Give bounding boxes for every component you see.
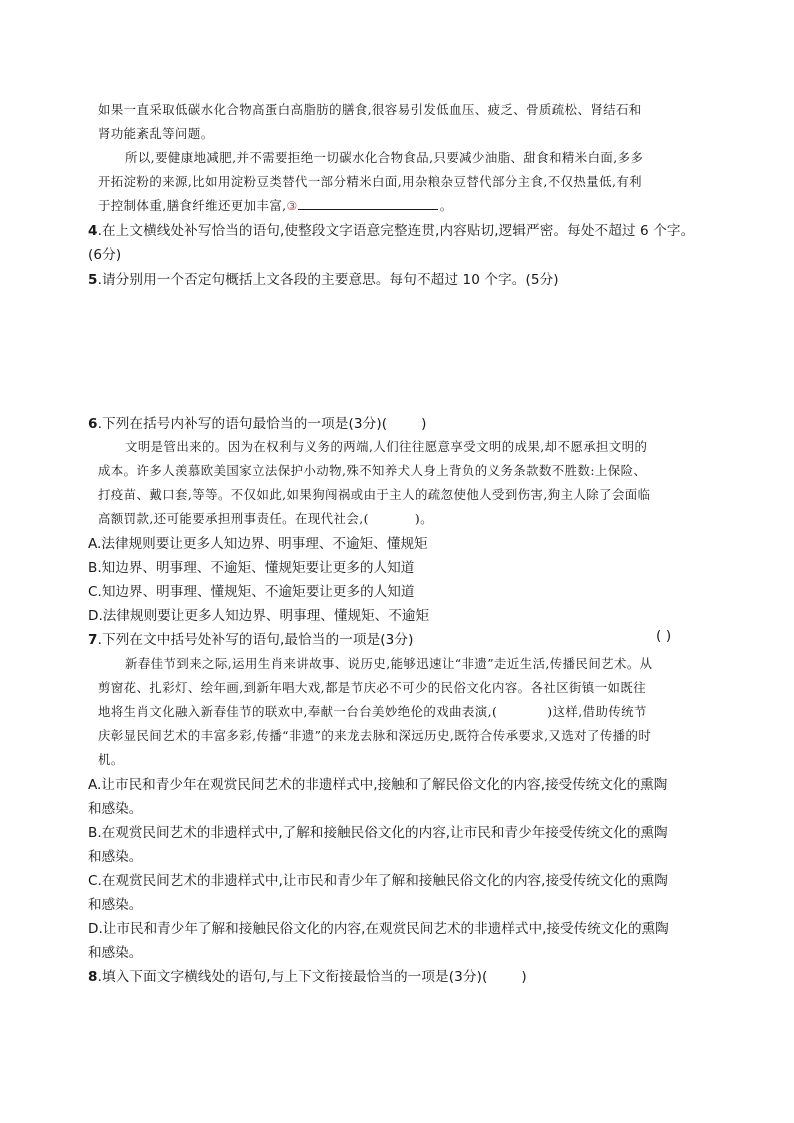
answer-bracket-7[interactable]: ( ) [656,628,672,644]
question-7-passage-3-close: )这样,借助传统节 [547,704,647,719]
question-7-passage-2: 剪窗花、扎彩灯、绘年画,到新年唱大戏,都是节庆必不可少的民俗文化内容。各社区街镇一如既往 [98,680,647,695]
question-7-passage-4: 庆彰显民间艺术的丰富多彩,传播“非遗”的来龙去脉和深远历史,既符合传承要求,又选对了传播的时 [98,728,652,743]
question-6-passage-3: 打疫苗、戴口套,等等。不仅如此,如果狗闯祸或由于主人的疏忽使他人受到伤害,狗主人除了会面临 [98,487,651,502]
question-7-passage-5: 机。 [98,752,124,767]
question-7-option-c[interactable]: C.在观赏民间艺术的非遗样式中,让市民和青少年了解和接触民俗文化的内容,接受传统文化的熏陶 [88,873,668,889]
question-8 [88,965,527,985]
question-4-text: .在上文横线处补写恰当的语句,使整段文字语意完整连贯,内容贴切,逻辑严密。每处不超过 6 个字。 [97,223,695,239]
question-7 [88,628,414,648]
passage-line-5-end: 。 [439,198,453,213]
question-4-line-1 [88,219,694,239]
question-6-option-a[interactable]: A.法律规则要让更多人知边界、明事理、不逾矩、懂规矩 [88,536,428,552]
question-6-number: 6 [88,416,98,432]
question-6-option-c[interactable]: C.知边界、明事理、懂规矩、不逾矩要让更多的人知道 [88,584,415,600]
question-6 [88,412,427,432]
question-7-prompt: .下列在文中括号处补写的语句,最恰当的一项是(3分) [97,632,414,648]
question-7-option-a-cont: 和感染。 [88,801,143,817]
question-7-option-b[interactable]: B.在观赏民间艺术的非遗样式中,了解和接触民俗文化的内容,让市民和青少年接受传统文化的熏陶 [88,825,668,841]
question-7-number: 7 [88,632,98,648]
question-6-option-d[interactable]: D.法律规则要让更多人知边界、明事理、懂规矩、不逾矩 [88,608,430,624]
question-7-passage-3-text: 地将生肖文化融入新春佳节的联欢中,奉献一台台美妙绝伦的戏曲表演,( [98,704,498,719]
question-7-option-d-cont: 和感染。 [88,945,143,961]
question-7-passage-1: 新春佳节到来之际,运用生肖来讲故事、说历史,能够迅速让“非遗”走近生活,传播民间艺术。从 [125,656,653,671]
question-6-passage-2: 成本。许多人羡慕欧美国家立法保护小动物,殊不知养犬人身上背负的义务条款数不胜数:上保险、 [98,463,647,478]
question-5-number: 5 [88,272,98,288]
question-5-text: .请分别用一个否定句概括上文各段的主要意思。每句不超过 10 个字。(5分) [97,272,559,288]
question-7-option-b-cont: 和感染。 [88,849,143,865]
question-8-prompt-close: ) [521,969,527,985]
question-6-passage-1: 文明是管出来的。因为在权利与义务的两端,人们往往愿意享受文明的成果,却不愿承担文明的 [125,439,648,454]
passage-line-2: 肾功能紊乱等问题。 [98,126,214,141]
question-8-number: 8 [88,969,98,985]
question-7-option-c-cont: 和感染。 [88,897,143,913]
fill-in-blank-3[interactable] [298,197,438,210]
question-6-prompt-close: ) [421,416,427,432]
passage-line-3: 所以,要健康地减肥,并不需要拒绝一切碳水化合物食品,只要减少油脂、甜食和精米白面,多多 [125,150,644,165]
passage-line-5-text: 于控制体重,膳食纤维还更加丰富, [98,198,287,213]
passage-line-5 [98,196,453,214]
passage-line-1: 如果一直采取低碳水化合物高蛋白高脂肪的膳食,很容易引发低血压、疲乏、骨质疏松、肾结石和 [98,102,642,117]
question-6-prompt: .下列在括号内补写的语句最恰当的一项是(3分)( [97,416,388,432]
question-7-passage-3 [98,702,647,720]
question-7-option-a[interactable]: A.让市民和青少年在观赏民间艺术的非遗样式中,接触和了解民俗文化的内容,接受传统文化的熏陶 [88,777,668,793]
question-5 [88,268,559,288]
question-4-score: (6分) [88,247,122,263]
question-7-option-d[interactable]: D.让市民和青少年了解和接触民俗文化的内容,在观赏民间艺术的非遗样式中,接受传统文化的熏陶 [88,921,669,937]
question-6-option-b[interactable]: B.知边界、明事理、不逾矩、懂规矩要让更多的人知道 [88,560,415,576]
passage-line-4: 开拓淀粉的来源,比如用淀粉豆类替代一部分精米白面,用杂粮杂豆替代部分主食,不仅热量低,有利 [98,174,643,189]
question-6-passage-4-text: 高额罚款,还可能要承担刑事责任。在现代社会,( [98,511,369,526]
question-6-passage-4 [98,509,433,527]
question-4-number: 4 [88,223,98,239]
question-6-passage-4-close: )。 [414,511,433,526]
question-8-prompt: .填入下面文字横线处的语句,与上下文衔接最恰当的一项是(3分)( [97,969,488,985]
blank-marker-3: ③ [286,199,298,213]
